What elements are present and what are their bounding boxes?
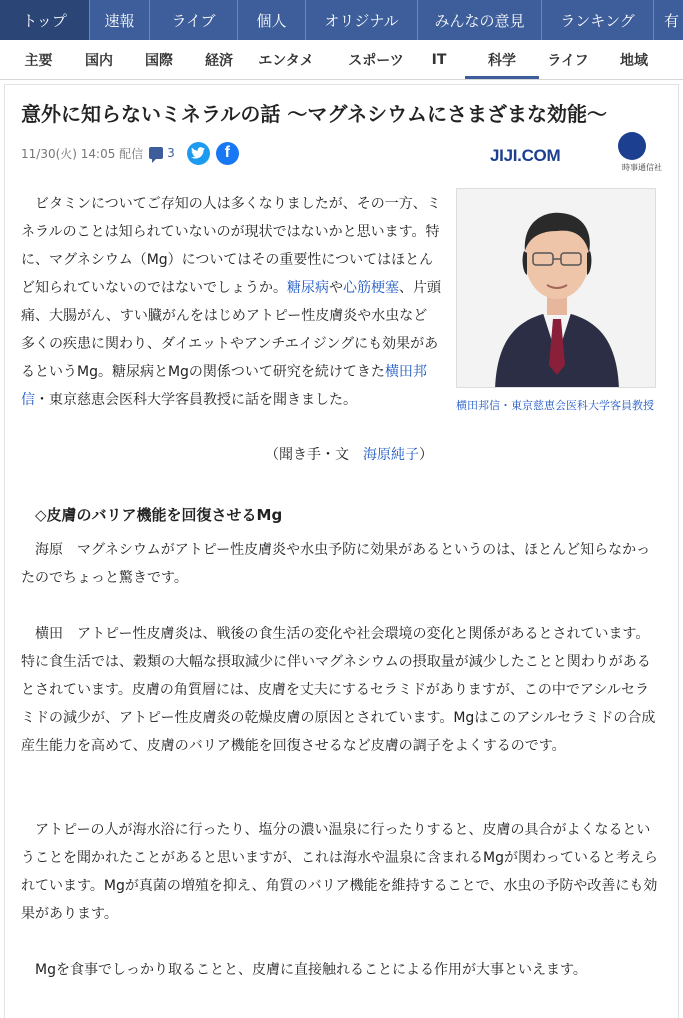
lead-text: や <box>329 280 343 296</box>
publish-date: 11/30(火) 14:05 配信 <box>21 146 144 161</box>
facebook-share-button[interactable] <box>216 142 239 165</box>
tab-ranking[interactable]: ランキング <box>542 0 654 40</box>
body-paragraph-1 <box>21 536 661 592</box>
category-international[interactable]: 国際 <box>145 52 173 69</box>
section-heading: ◇皮膚のバリア機能を回復させるMg <box>35 506 283 524</box>
article-title: 意外に知らないミネラルの話 〜マグネシウムにさまざまな効能〜 <box>21 102 607 126</box>
twitter-icon <box>191 147 205 159</box>
category-navigation <box>0 40 683 80</box>
tab-original[interactable]: オリジナル <box>306 0 418 40</box>
category-life[interactable]: ライフ <box>547 52 589 69</box>
facebook-icon: f <box>224 144 230 161</box>
category-main[interactable]: 主要 <box>24 52 53 69</box>
comment-count: 3 <box>167 146 175 160</box>
top-navigation <box>0 0 683 40</box>
comment-link[interactable] <box>149 146 175 160</box>
tab-live[interactable]: ライブ <box>150 0 238 40</box>
link-myocardial-infarction[interactable]: 心筋梗塞 <box>343 280 399 296</box>
jiji-logo-subtitle: 時事通信社 <box>622 163 662 172</box>
category-it[interactable]: IT <box>431 51 447 68</box>
credit-prefix: （聞き手・文 <box>265 447 363 463</box>
category-region[interactable]: 地域 <box>620 52 648 69</box>
twitter-share-button[interactable] <box>187 142 210 165</box>
body-paragraph-2 <box>21 620 661 760</box>
tab-breaking[interactable]: 速報 <box>90 0 150 40</box>
portrait-image <box>457 189 656 388</box>
interviewer-credit <box>21 442 433 468</box>
photo-caption[interactable]: 横田邦信・東京慈恵会医科大学客員教授 <box>456 399 654 412</box>
jiji-logo-mark <box>618 132 646 160</box>
paragraph-text: 海原 マグネシウムがアトピー性皮膚炎や水虫予防に効果があるというのは、ほとんど知らなかったのでちょっと驚きです。 <box>21 542 651 586</box>
category-entertainment[interactable]: エンタメ <box>258 52 314 69</box>
author-photo[interactable] <box>456 188 656 388</box>
body-paragraph-4 <box>21 956 661 984</box>
paragraph-text: Mgを食事でしっかり取ることと、皮膚に直接触れることによる作用が大事といえます。 <box>35 962 587 978</box>
tab-opinions[interactable]: みんなの意見 <box>418 0 542 40</box>
body-paragraph-3 <box>21 816 661 928</box>
tab-more[interactable]: 有 <box>664 11 680 30</box>
category-science[interactable]: 科学 <box>457 40 547 79</box>
jiji-logo[interactable] <box>490 132 662 174</box>
link-unohara[interactable]: 海原純子 <box>363 447 419 463</box>
lead-text: ビタミンについてご存知の人は多くなりましたが、その一方、ミネラルのことは知られていないのが現状ではないかと思います。特に、マグネシウム（Mg）についてはその重要性についてはほとんど知られていないのではないでしょうか。 <box>21 196 441 296</box>
category-domestic[interactable]: 国内 <box>85 52 113 69</box>
lead-text: ・東京慈恵会医科大学客員教授に話を聞きました。 <box>35 392 357 408</box>
article-lead <box>21 190 441 414</box>
category-sports[interactable]: スポーツ <box>348 52 404 69</box>
paragraph-text: 横田 アトピー性皮膚炎は、戦後の食生活の変化や社会環境の変化と関係があるとされています。特に食生活では、穀類の大幅な摂取減少に伴いマグネシウムの摂取量が減少したことと関わりがあるとされています。皮膚の角質層には、皮膚を丈夫にするセラミドがありますが、この中でアシルセラミドの減少が、アトピー性皮膚炎の乾燥皮膚の原因とされています。Mgはこのアシルセラミドの合成産生能力を高めて、皮膚のバリア機能を回復させるなど皮膚の調子をよくするのです。 <box>21 626 656 754</box>
credit-suffix: ） <box>419 447 433 463</box>
category-economy[interactable]: 経済 <box>205 52 233 69</box>
comment-icon <box>149 147 163 159</box>
jiji-logo-text: JIJI.COM <box>490 146 561 165</box>
link-yokota[interactable]: 横田邦信 <box>21 364 427 408</box>
tab-personal[interactable]: 個人 <box>238 0 306 40</box>
link-diabetes[interactable]: 糖尿病 <box>287 280 329 296</box>
tab-top[interactable]: トップ <box>0 0 90 40</box>
paragraph-text: アトピーの人が海水浴に行ったり、塩分の濃い温泉に行ったりすると、皮膚の具合がよくなるということを聞かれたことがあると思いますが、これは海水や温泉に含まれるMgが関わっていると考えられています。Mgが真菌の増殖を抑え、角質のバリア機能を維持することで、水虫の予防や改善にも効果があります。 <box>21 822 658 922</box>
article-meta <box>21 142 239 164</box>
lead-text: 、片頭痛、大腸がん、すい臓がんをはじめアトピー性皮膚炎や水虫など多くの疾患に関わり、ダイエットやアンチエイジングにも効果があるというMg。糖尿病とMgの関係ついて研究を続けてきた <box>21 280 441 380</box>
